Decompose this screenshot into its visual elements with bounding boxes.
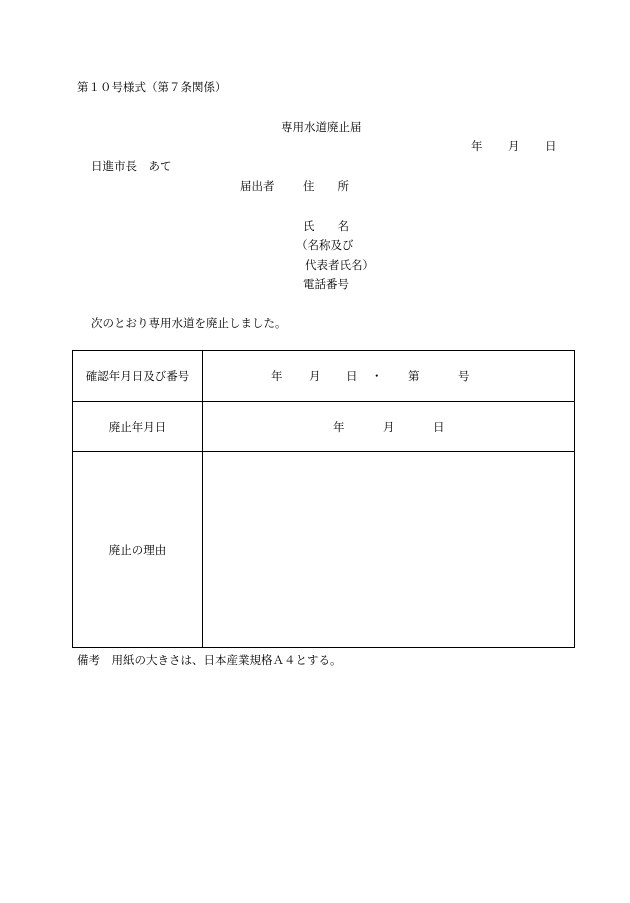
footnote: 備考 用紙の大きさは、日本産業規格Ａ４とする。 — [77, 653, 342, 667]
table-row-abolition-date — [73, 402, 574, 452]
date-year: 年 — [471, 139, 483, 153]
form-number: 第１０号様式（第７条関係） — [77, 80, 227, 94]
abolition-year: 年 — [333, 419, 345, 434]
table-row-confirmation — [73, 351, 574, 402]
reason-value[interactable] — [203, 452, 574, 647]
confirmation-value[interactable] — [203, 351, 574, 401]
document-title: 専用水道廃止届 — [281, 120, 362, 134]
abolition-date-label — [73, 402, 203, 451]
name-label: 氏 名 — [303, 219, 349, 233]
date-day: 日 — [545, 139, 557, 153]
reason-label-text: 廃止の理由 — [108, 542, 167, 557]
table-row-reason — [73, 452, 574, 647]
addressee: 日進市長 あて — [91, 159, 172, 173]
notification-table — [72, 350, 575, 648]
abolition-day: 日 — [433, 419, 445, 434]
reason-label — [73, 452, 203, 647]
confirmation-label-text: 確認年月日及び番号 — [85, 369, 190, 383]
confirmation-month: 月 — [309, 369, 321, 383]
date-month: 月 — [508, 139, 520, 153]
confirmation-dai: 第 — [408, 369, 420, 383]
confirmation-year: 年 — [271, 369, 283, 383]
confirmation-day: 日 — [346, 369, 358, 383]
name-note-line2: 代表者氏名） — [305, 258, 374, 272]
abolition-date-value[interactable] — [203, 402, 574, 451]
abolition-month: 月 — [383, 419, 395, 434]
statement: 次のとおり専用水道を廃止しました。 — [91, 316, 287, 330]
confirmation-dot: ・ — [371, 369, 383, 383]
name-note-line1: （名称及び — [296, 238, 354, 252]
confirmation-label — [73, 351, 203, 401]
abolition-date-label-text: 廃止年月日 — [108, 419, 167, 434]
phone-label: 電話番号 — [303, 277, 349, 291]
confirmation-go: 号 — [458, 369, 470, 383]
applicant-label: 届出者 — [240, 179, 275, 193]
address-label: 住 所 — [303, 179, 349, 193]
